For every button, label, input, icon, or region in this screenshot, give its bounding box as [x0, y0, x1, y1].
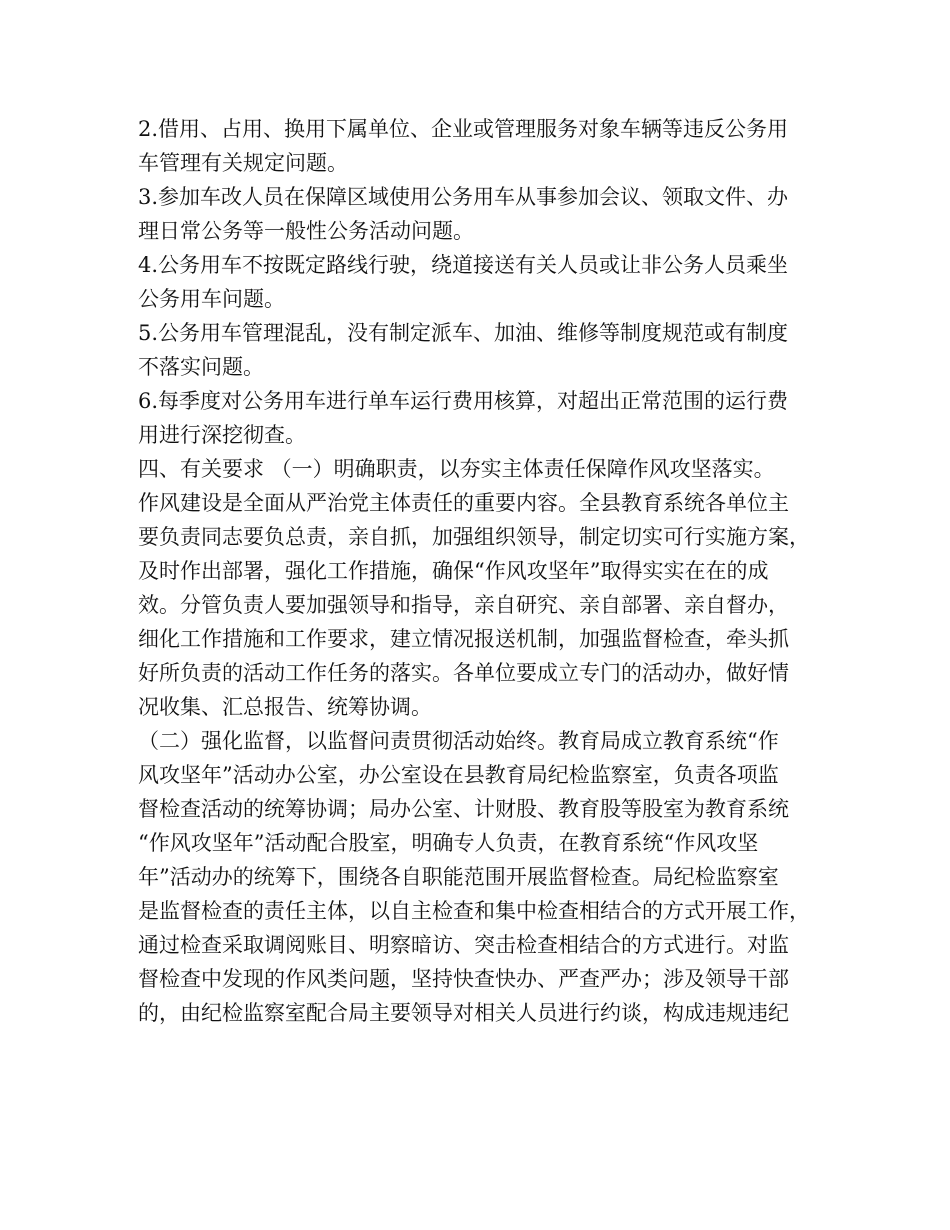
item-3-paragraph: 3.参加车改人员在保障区域使用公务用车从事参加会议、领取文件、办 理日常公务等一般性公务活动问题。: [138, 185, 789, 243]
item-2-paragraph: 2.借用、占用、换用下属单位、企业或管理服务对象车辆等违反公务用 车管理有关规定问题。: [138, 117, 789, 175]
subsection-2-supervision-paragraph: （二）强化监督，以监督问责贯彻活动始终。教育局成立教育系统“作 风攻坚年”活动办公室，办公室设在县教育局纪检监察室，负责各项监 督检查活动的统筹协调；局办公室、计财股、教育股等股室为教育系统 “作风攻坚年”活动配合股室，明确专人负责，在教育系统“作风攻坚 年”活动办的统筹下，围绕各自职能范围开展监督检查。局纪检监察室 是监督检查的责任主体，以自主检查和集中检查相结合的方式开展工作， 通过检查采取调阅账目、明察暗访、突击检查相结合的方式进行。对监 督检查中发现的作风类问题，坚持快查快办、严查严办；涉及领导干部 的，由纪检监察室配合局主要领导对相关人员进行约谈，构成违规违纪: [138, 729, 810, 1025]
document-page: [138, 112, 828, 1030]
item-4-paragraph: 4.公务用车不按既定路线行驶，绕道接送有关人员或让非公务人员乘坐 公务用车问题。: [138, 253, 789, 311]
item-5-paragraph: 5.公务用车管理混乱，没有制定派车、加油、维修等制度规范或有制度 不落实问题。: [138, 321, 789, 379]
item-6-paragraph: 6.每季度对公务用车进行单车运行费用核算，对超出正常范围的运行费 用进行深挖彻查。: [138, 389, 789, 447]
section-4-requirements-paragraph: 四、有关要求 （一）明确职责，以夯实主体责任保障作风攻坚落实。 作风建设是全面从严治党主体责任的重要内容。全县教育系统各单位主 要负责同志要负总责，亲自抓，加强组织领导，制定切实可行实施方案， 及时作出部署，强化工作措施，确保“作风攻坚年”取得实实在在的成 效。分管负责人要加强领导和指导，亲自研究、亲自部署、亲自督办， 细化工作措施和工作要求，建立情况报送机制，加强监督检查，牵头抓 好所负责的活动工作任务的落实。各单位要成立专门的活动办，做好情 况收集、汇总报告、统筹协调。: [138, 457, 810, 719]
